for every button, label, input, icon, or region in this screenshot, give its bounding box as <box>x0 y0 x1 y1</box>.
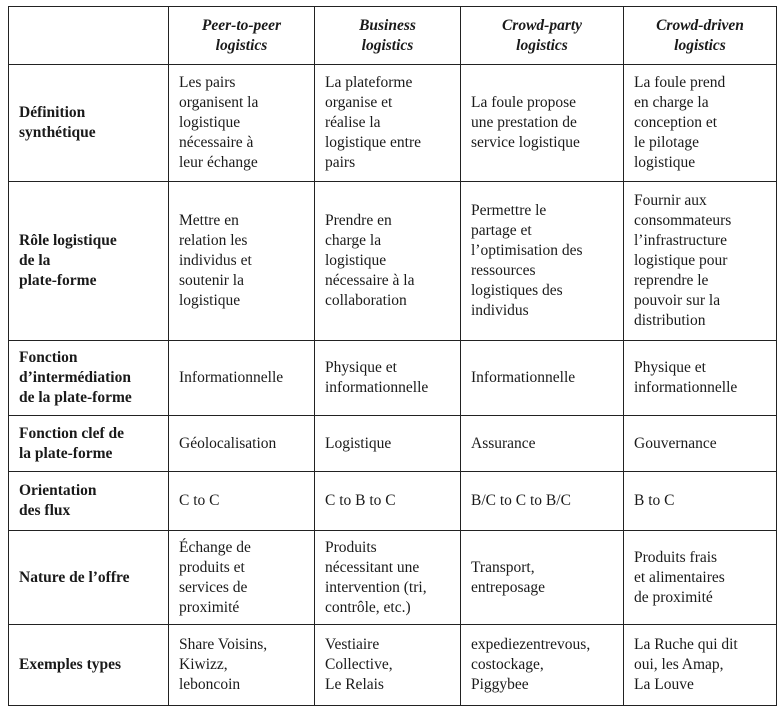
table-cell: Physique et informationnelle <box>624 341 777 416</box>
table-row <box>9 415 777 471</box>
row-header-offer-nature: Nature de l’offre <box>9 530 169 625</box>
table-cell: La foule prend en charge la conception et le pilotage logistique <box>624 65 777 182</box>
table-cell: Vestiaire Collective, Le Relais <box>315 625 461 706</box>
row-header-flow-orientation: Orientation des flux <box>9 472 169 530</box>
table-cell: La foule propose une prestation de service logistique <box>461 65 624 182</box>
table-cell: Transport, entreposage <box>461 530 624 625</box>
table-cell: Permettre le partage et l’optimisation des ressources logistiques des individus <box>461 182 624 341</box>
table-cell: La plateforme organise et réalise la logistique entre pairs <box>315 65 461 182</box>
table-cell: B to C <box>624 472 777 530</box>
header-row <box>9 7 777 65</box>
table-cell: La Ruche qui dit oui, les Amap, La Louve <box>624 625 777 706</box>
table-row <box>9 530 777 625</box>
table-row <box>9 625 777 706</box>
table-cell: Fournir aux consommateurs l’infrastructure logistique pour reprendre le pouvoir sur la distribution <box>624 182 777 341</box>
table-cell: Produits frais et alimentaires de proximité <box>624 530 777 625</box>
row-header-intermediation: Fonction d’intermédiation de la plate-forme <box>9 341 169 416</box>
table-cell: Échange de produits et services de proximité <box>169 530 315 625</box>
column-header-business: Business logistics <box>315 7 461 65</box>
table-row <box>9 472 777 530</box>
logistics-comparison-table <box>8 6 777 706</box>
corner-cell <box>9 7 169 65</box>
row-header-examples: Exemples types <box>9 625 169 706</box>
table-row <box>9 182 777 341</box>
table-cell: Logistique <box>315 415 461 471</box>
table-cell: Les pairs organisent la logistique nécessaire à leur échange <box>169 65 315 182</box>
table-row <box>9 341 777 416</box>
table-cell: B/C to C to B/C <box>461 472 624 530</box>
table-cell: Physique et informationnelle <box>315 341 461 416</box>
table-cell: Prendre en charge la logistique nécessaire à la collaboration <box>315 182 461 341</box>
table-cell: Gouvernance <box>624 415 777 471</box>
column-header-crowd-party: Crowd-party logistics <box>461 7 624 65</box>
column-header-crowd-driven: Crowd-driven logistics <box>624 7 777 65</box>
table-cell: Produits nécessitant une intervention (tri, contrôle, etc.) <box>315 530 461 625</box>
table-cell: C to B to C <box>315 472 461 530</box>
row-header-role: Rôle logistique de la plate-forme <box>9 182 169 341</box>
row-header-key-function: Fonction clef de la plate-forme <box>9 415 169 471</box>
table-cell: C to C <box>169 472 315 530</box>
table-cell: Géolocalisation <box>169 415 315 471</box>
table-row <box>9 65 777 182</box>
column-header-peer-to-peer: Peer-to-peer logistics <box>169 7 315 65</box>
table-cell: Informationnelle <box>461 341 624 416</box>
table-cell: Share Voisins, Kiwizz, leboncoin <box>169 625 315 706</box>
table-cell: Assurance <box>461 415 624 471</box>
table-cell: Informationnelle <box>169 341 315 416</box>
table-cell: expediezentrevous, costockage, Piggybee <box>461 625 624 706</box>
table-cell: Mettre en relation les individus et soutenir la logistique <box>169 182 315 341</box>
row-header-definition: Définition synthétique <box>9 65 169 182</box>
